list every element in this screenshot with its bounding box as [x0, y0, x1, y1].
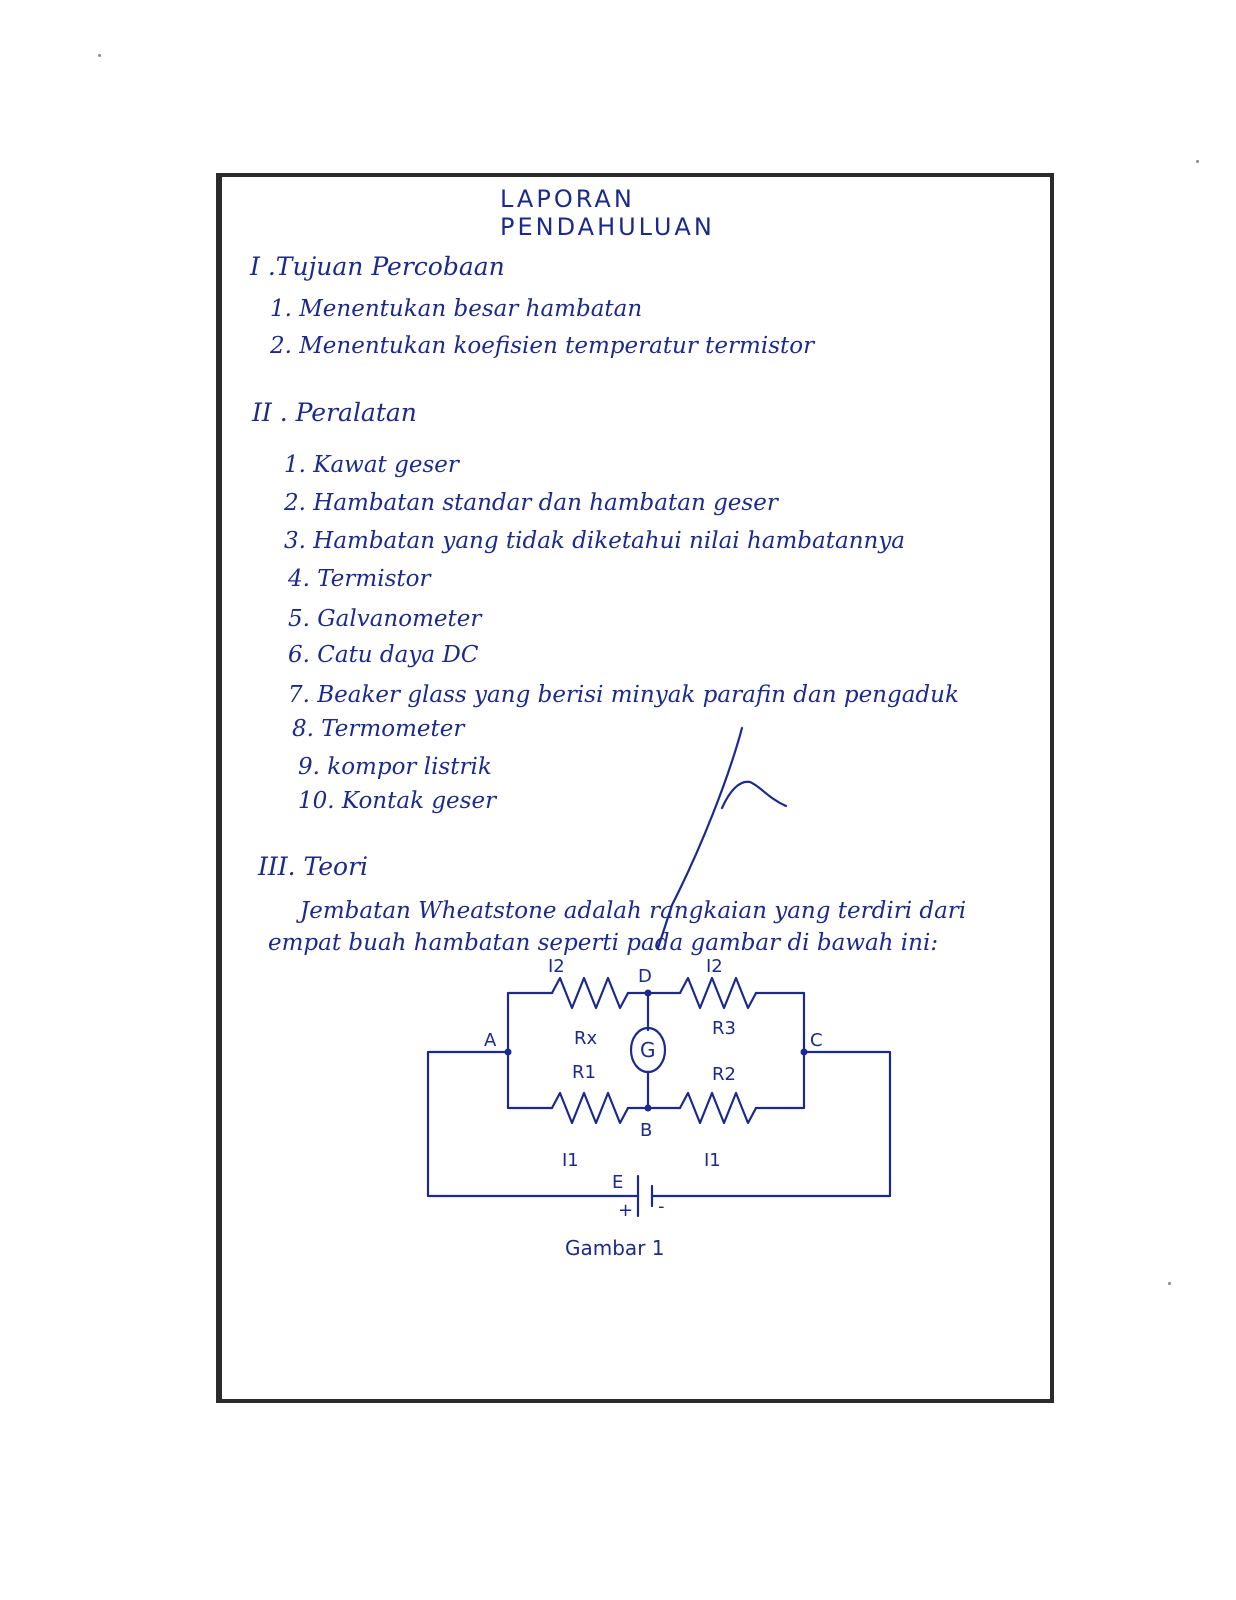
wire	[508, 993, 552, 1052]
list-item: 5. Galvanometer	[288, 606, 482, 632]
theory-paragraph-line: empat buah hambatan seperti pada gambar di bawah ini:	[268, 930, 939, 956]
list-item: 8. Termometer	[292, 716, 465, 742]
battery-label: E	[612, 1172, 624, 1193]
theory-paragraph-line: Jembatan Wheatstone adalah rangkaian yang terdiri dari	[300, 898, 967, 924]
resistor-r1	[552, 1093, 628, 1123]
list-item: 9. kompor listrik	[298, 754, 492, 780]
section-heading-peralatan: II . Peralatan	[252, 398, 417, 427]
resistor-label-rx: Rx	[574, 1028, 598, 1049]
wire	[428, 1052, 638, 1196]
resistor-label-r1: R1	[572, 1062, 596, 1083]
resistor-label-r3: R3	[712, 1018, 736, 1039]
node-d-dot	[645, 990, 652, 997]
current-label: I2	[706, 956, 723, 977]
wire	[756, 993, 804, 1052]
node-label-a: A	[484, 1030, 497, 1051]
node-label-d: D	[638, 966, 652, 987]
list-item: 3. Hambatan yang tidak diketahui nilai hambatannya	[284, 528, 906, 554]
wire	[652, 1052, 890, 1196]
list-item: 1. Menentukan besar hambatan	[270, 296, 643, 322]
current-label: I2	[548, 956, 565, 977]
node-label-b: B	[640, 1120, 653, 1141]
node-b-dot	[645, 1105, 652, 1112]
battery-plus-label: +	[618, 1200, 634, 1221]
section-heading-teori: III. Teori	[258, 852, 369, 881]
list-item: 10. Kontak geser	[298, 788, 497, 814]
current-label: I1	[704, 1150, 721, 1171]
signature-mark	[658, 728, 786, 948]
node-label-c: C	[810, 1030, 823, 1051]
resistor-r3	[680, 978, 756, 1008]
section-heading-tujuan: I .Tujuan Percobaan	[250, 252, 505, 281]
resistor-rx	[552, 978, 628, 1008]
resistor-r2	[680, 1093, 756, 1123]
list-item: 4. Termistor	[288, 566, 431, 592]
list-item: 2. Hambatan standar dan hambatan geser	[284, 490, 778, 516]
resistor-label-r2: R2	[712, 1064, 736, 1085]
list-item: 7. Beaker glass yang berisi minyak parafin dan pengaduk	[288, 682, 959, 708]
battery-minus-label: -	[658, 1196, 665, 1217]
wire	[508, 1052, 552, 1108]
galvanometer-label: G	[640, 1038, 656, 1062]
list-item: 2. Menentukan koefisien temperatur termistor	[270, 333, 815, 359]
current-label: I1	[562, 1150, 579, 1171]
node-c-dot	[801, 1049, 808, 1056]
wire	[756, 1052, 804, 1108]
list-item: 1. Kawat geser	[284, 452, 459, 478]
figure-caption: Gambar 1	[565, 1236, 665, 1260]
list-item: 6. Catu daya DC	[288, 642, 479, 668]
node-a-dot	[505, 1049, 512, 1056]
page-title: LAPORAN PENDAHULUAN	[500, 185, 715, 241]
